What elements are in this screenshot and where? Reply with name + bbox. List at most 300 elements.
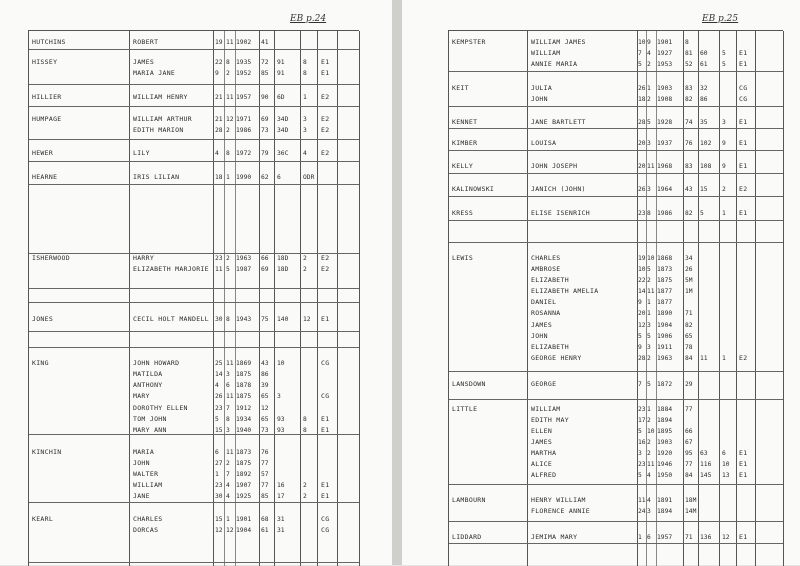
age-cell: 39 [261,382,269,389]
forename-cell: JOHN [531,332,548,340]
day-cell: 11 [215,266,223,273]
register-entry-row [29,403,359,414]
age-cell: 77 [261,460,269,467]
month-cell: 12 [226,527,234,534]
age-cell: 1M [685,288,693,295]
surname-cell: KEIT [452,84,469,92]
register-entry-row [449,286,783,297]
forename-cell: GEORGE [531,380,557,388]
day-cell: 19 [638,255,646,262]
age-cell: 14M [685,508,697,515]
row-divider [29,84,359,85]
register-entry-row [29,458,359,469]
surname-cell: KRESS [452,209,474,217]
age-cell: 73 [261,127,269,134]
ref-cell: E1 [739,533,748,541]
surname-cell: KIMBER [452,139,478,147]
forename-cell: JAMES [531,321,553,329]
forename-cell: EDITH MARION [133,126,184,134]
year-cell: 1903 [657,439,673,446]
month-cell: 10 [647,428,655,435]
month-cell: 5 [647,266,651,273]
register-entry-row [449,448,783,459]
forename-cell: JOHN [531,95,548,103]
plot-cell: 15 [700,186,708,193]
plot-cell: 93 [277,427,285,434]
forename-cell: JANE BARTLETT [531,118,586,126]
year-cell: 1952 [236,70,252,77]
day-cell: 28 [638,119,646,126]
ref-cell: E1 [321,426,330,434]
register-entry-row [29,148,359,159]
age-cell: 66 [685,428,693,435]
month-cell: 6 [647,534,651,541]
age-cell: 95 [685,450,693,457]
age-cell: 74 [685,119,693,126]
left-register-grid [28,30,359,566]
day-cell: 16 [638,439,646,446]
day-cell: 9 [638,299,642,306]
age-cell: 61 [261,527,269,534]
month-cell: 5 [647,333,651,340]
register-entry-row [449,275,783,286]
ref-cell: E1 [739,471,748,479]
forename-cell: AMBROSE [531,265,561,273]
ref-cell: E1 [739,60,748,68]
surname-cell: LANSDOWN [452,380,486,388]
register-entry-row [449,59,783,70]
age-cell: 41 [261,39,269,46]
forename-cell: JEMIMA MARY [531,533,578,541]
month-cell: 11 [226,393,234,400]
month-cell: 11 [226,360,234,367]
year-cell: 1875 [236,460,252,467]
section-cell: 5 [722,50,726,57]
month-cell: 3 [647,186,651,193]
register-entry-row [449,331,783,342]
day-cell: 18 [215,174,223,181]
ref-cell: CG [739,84,748,92]
year-cell: 1987 [236,266,252,273]
year-cell: 1940 [236,427,252,434]
age-cell: 29 [685,381,693,388]
row-divider [29,502,359,503]
register-entry-row [29,358,359,369]
month-cell: 5 [647,119,651,126]
ref-cell: E2 [739,354,748,362]
month-cell: 3 [647,140,651,147]
register-entry-row [449,253,783,264]
year-cell: 1963 [657,355,673,362]
year-cell: 1971 [236,116,252,123]
age-cell: 65 [261,416,269,423]
year-cell: 1957 [657,534,673,541]
day-cell: 1 [638,534,642,541]
row-divider [449,399,783,400]
forename-cell: JAMES [133,58,155,66]
surname-cell: HILLIER [32,93,62,101]
day-cell: 1 [215,471,219,478]
month-cell: 2 [647,355,651,362]
month-cell: 2 [647,450,651,457]
day-cell: 12 [638,322,646,329]
age-cell: 43 [261,360,269,367]
plot-cell: 36C [277,150,289,157]
register-entry-row [449,459,783,470]
age-cell: 78 [685,344,693,351]
surname-cell: KING [32,359,49,367]
age-cell: 82 [685,210,693,217]
day-cell: 11 [638,497,646,504]
year-cell: 1878 [236,382,252,389]
day-cell: 26 [638,186,646,193]
age-cell: 84 [685,472,693,479]
surname-cell: ISHERWOOD [32,254,70,262]
plot-cell: 6 [277,174,281,181]
ref-cell: E1 [739,162,748,170]
plot-cell: 31 [277,527,285,534]
month-cell: 11 [226,39,234,46]
plot-cell: 35 [700,119,708,126]
plot-cell: 6D [277,94,285,101]
month-cell: 11 [226,449,234,456]
day-cell: 9 [638,344,642,351]
surname-cell: KEARL [32,515,54,523]
year-cell: 1904 [657,322,673,329]
age-cell: 81 [685,50,693,57]
plot-cell: 145 [700,472,712,479]
forename-cell: ROSANNA [531,309,561,317]
register-entry-row [449,138,783,149]
age-cell: 83 [685,163,693,170]
section-cell: 1 [722,355,726,362]
month-cell: 2 [647,96,651,103]
month-cell: 7 [226,405,230,412]
row-divider [29,288,359,289]
register-entry-row [29,114,359,125]
age-cell: 82 [685,322,693,329]
ref-cell: E2 [321,93,330,101]
age-cell: 5M [685,277,693,284]
age-cell: 34 [685,255,693,262]
month-cell: 1 [226,516,230,523]
surname-cell: HUTCHINS [32,38,66,46]
day-cell: 28 [215,127,223,134]
month-cell: 4 [647,472,651,479]
year-cell: 1907 [236,482,252,489]
day-cell: 20 [638,163,646,170]
ref-cell: E1 [739,118,748,126]
month-cell: 1 [226,174,230,181]
register-entry-row [29,68,359,79]
day-cell: 26 [638,85,646,92]
forename-cell: LILY [133,149,150,157]
year-cell: 1875 [236,393,252,400]
row-divider [29,562,359,563]
month-cell: 1 [647,299,651,306]
forename-cell: FLORENCE ANNIE [531,507,590,515]
register-entry-row [449,404,783,415]
register-entry-row [449,495,783,506]
register-entry-row [449,117,783,128]
age-cell: 62 [261,174,269,181]
year-cell: 1908 [657,96,673,103]
day-cell: 30 [215,493,223,500]
row-divider [29,347,359,348]
ref-cell: CG [321,359,330,367]
left-register-page [0,0,392,565]
day-cell: 5 [638,428,642,435]
day-cell: 7 [638,381,642,388]
year-cell: 1986 [236,127,252,134]
register-entry-row [449,379,783,390]
age-cell: 57 [261,471,269,478]
column-divider [783,31,784,566]
section-cell: 8 [303,70,307,77]
day-cell: 24 [638,508,646,515]
ref-cell: E2 [321,126,330,134]
age-cell: 82 [685,96,693,103]
ref-cell: E1 [321,58,330,66]
year-cell: 1875 [236,371,252,378]
age-cell: 76 [261,449,269,456]
forename-cell: MATILDA [133,370,163,378]
forename-cell: ELISE ISENRICH [531,209,590,217]
month-cell: 9 [647,39,651,46]
month-cell: 10 [647,255,655,262]
plot-cell: 116 [700,461,712,468]
forename-cell: WALTER [133,470,159,478]
day-cell: 4 [215,382,219,389]
plot-cell: 10 [277,360,285,367]
ref-cell: E2 [321,265,330,273]
surname-cell: HEWER [32,149,54,157]
register-entry-row [29,480,359,491]
ref-cell: E1 [321,315,330,323]
forename-cell: JANE [133,492,150,500]
register-entry-row [29,92,359,103]
year-cell: 1894 [657,417,673,424]
month-cell: 11 [647,288,655,295]
row-divider [449,543,783,544]
register-entry-row [29,391,359,402]
age-cell: 73 [261,427,269,434]
section-cell: 10 [722,461,730,468]
age-cell: 43 [685,186,693,193]
ref-cell: CG [321,515,330,523]
register-entry-row [29,57,359,68]
day-cell: 3 [638,450,642,457]
surname-cell: KEMPSTER [452,38,486,46]
forename-cell: WILLIAM HENRY [133,93,188,101]
register-entry-row [449,342,783,353]
forename-cell: MARY ANN [133,426,167,434]
age-cell: 84 [685,355,693,362]
day-cell: 23 [215,405,223,412]
year-cell: 1972 [236,150,252,157]
forename-cell: IRIS LILIAN [133,173,180,181]
forename-cell: ROBERT [133,38,159,46]
age-cell: 85 [261,493,269,500]
forename-cell: ELIZABETH [531,343,569,351]
year-cell: 1869 [236,360,252,367]
row-divider [449,71,783,72]
ref-cell: E2 [321,149,330,157]
right-page-header: EB p.25 [702,14,739,24]
month-cell: 3 [226,371,230,378]
month-cell: 1 [647,310,651,317]
day-cell: 21 [215,116,223,123]
section-cell: 9 [722,140,726,147]
forename-cell: ELIZABETH MARJORIE [133,265,209,273]
year-cell: 1868 [657,255,673,262]
surname-cell: KELLY [452,162,474,170]
register-entry-row [449,208,783,219]
year-cell: 1903 [657,85,673,92]
age-cell: 77 [685,461,693,468]
plot-cell: 86 [700,96,708,103]
register-entry-row [449,470,783,481]
forename-cell: WILLIAM JAMES [531,38,586,46]
register-entry-row [29,369,359,380]
month-cell: 2 [647,61,651,68]
register-entry-row [449,532,783,543]
register-entry-row [29,491,359,502]
plot-cell: 63 [700,450,708,457]
forename-cell: ANTHONY [133,381,163,389]
row-divider [449,196,783,197]
register-entry-row [29,447,359,458]
age-cell: 77 [261,482,269,489]
section-cell: 12 [303,316,311,323]
section-cell: 13 [722,472,730,479]
forename-cell: JANICH (JOHN) [531,185,586,193]
day-cell: 26 [215,393,223,400]
ref-cell: E2 [321,254,330,262]
forename-cell: LOUISA [531,139,557,147]
day-cell: 23 [638,406,646,413]
forename-cell: JOHN [133,459,150,467]
forename-cell: ALFRED [531,471,557,479]
age-cell: 67 [685,439,693,446]
ref-cell: E1 [321,415,330,423]
year-cell: 1911 [657,344,673,351]
year-cell: 1950 [657,472,673,479]
forename-cell: ANNIE MARIA [531,60,578,68]
age-cell: 86 [261,371,269,378]
month-cell: 3 [647,344,651,351]
register-entry-row [449,415,783,426]
section-cell: 8 [303,427,307,434]
month-cell: 11 [647,461,655,468]
year-cell: 1901 [657,39,673,46]
year-cell: 1927 [657,50,673,57]
day-cell: 15 [215,427,223,434]
row-divider [449,371,783,372]
surname-cell: LAMBOURN [452,496,486,504]
right-register-grid [448,30,783,566]
plot-cell: 60 [700,50,708,57]
year-cell: 1925 [236,493,252,500]
row-divider [449,242,783,243]
age-cell: 83 [685,85,693,92]
book-binding [392,0,402,565]
surname-cell: HUMPAGE [32,115,62,123]
section-cell: 4 [303,150,307,157]
day-cell: 27 [215,460,223,467]
year-cell: 1877 [657,288,673,295]
day-cell: 5 [215,416,219,423]
age-cell: 66 [261,255,269,262]
plot-cell: 91 [277,59,285,66]
row-divider [449,173,783,174]
section-cell: 1 [303,94,307,101]
day-cell: 9 [215,70,219,77]
register-entry-row [449,297,783,308]
age-cell: 26 [685,266,693,273]
plot-cell: 32 [700,85,708,92]
surname-cell: KINCHIN [32,448,62,456]
day-cell: 15 [215,516,223,523]
section-cell: 2 [303,493,307,500]
month-cell: 2 [226,127,230,134]
age-cell: 18M [685,497,697,504]
register-entry-row [29,414,359,425]
register-entry-row [29,314,359,325]
surname-cell: JONES [32,315,54,323]
row-divider [29,49,359,50]
month-cell: 4 [226,493,230,500]
month-cell: 8 [647,210,651,217]
section-cell: 5 [722,61,726,68]
year-cell: 1953 [657,61,673,68]
row-divider [29,184,359,185]
row-divider [29,161,359,162]
year-cell: 1890 [657,310,673,317]
day-cell: 7 [638,50,642,57]
ref-cell: E2 [321,115,330,123]
month-cell: 8 [226,416,230,423]
surname-cell: KENNET [452,118,478,126]
day-cell: 21 [215,94,223,101]
year-cell: 1877 [657,299,673,306]
forename-cell: DORCAS [133,526,159,534]
register-entry-row [449,353,783,364]
section-cell: ODR [303,174,315,181]
forename-cell: ELLEN [531,427,553,435]
age-cell: 77 [685,406,693,413]
year-cell: 1935 [236,59,252,66]
age-cell: 71 [685,534,693,541]
forename-cell: ELIZABETH AMELIA [531,287,599,295]
register-entry-row [449,37,783,48]
register-entry-row [29,172,359,183]
register-entry-row [449,308,783,319]
row-divider [29,139,359,140]
plot-cell: 91 [277,70,285,77]
forename-cell: GEORGE HENRY [531,354,582,362]
forename-cell: WILLIAM ARTHUR [133,115,192,123]
day-cell: 17 [638,417,646,424]
forename-cell: DANIEL [531,298,557,306]
day-cell: 5 [638,333,642,340]
year-cell: 1875 [657,277,673,284]
year-cell: 1957 [236,94,252,101]
plot-cell: 102 [700,140,712,147]
section-cell: 6 [722,450,726,457]
forename-cell: WILLIAM [133,481,163,489]
age-cell: 79 [261,150,269,157]
